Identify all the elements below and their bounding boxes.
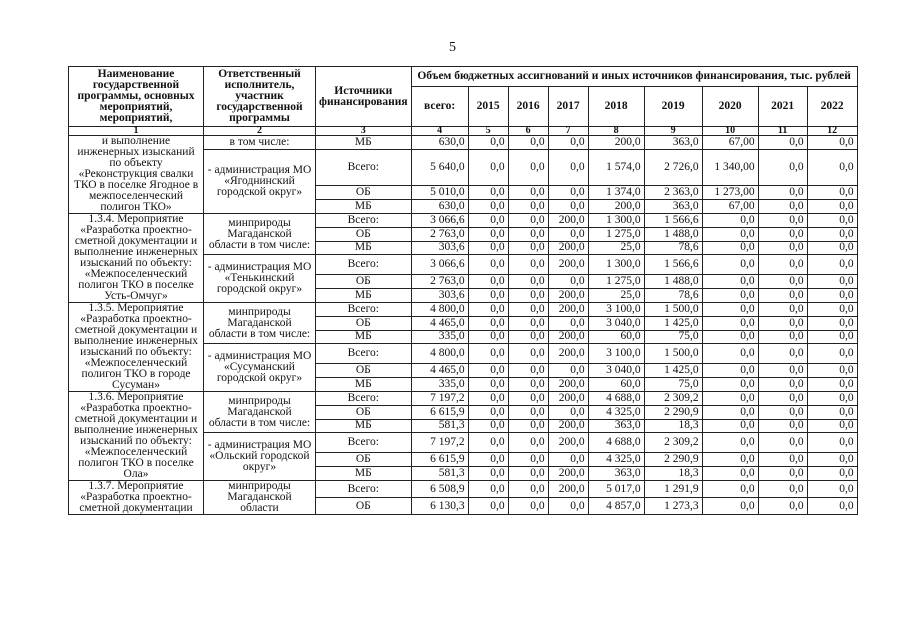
year-value: 0,0 [758,344,807,364]
total-value: 4 800,0 [411,344,468,364]
year-value: 0,0 [702,467,758,481]
header-source: Источники финансирования [316,67,412,127]
year-value: 0,0 [807,498,857,515]
column-index: 10 [702,127,758,136]
year-value: 0,0 [702,378,758,392]
year-value: 200,0 [548,392,588,406]
year-value: 60,0 [588,378,644,392]
year-value: 0,0 [548,227,588,241]
year-value: 0,0 [702,481,758,498]
year-value: 0,0 [468,186,508,200]
year-value: 1 488,0 [644,275,702,289]
year-value: 200,0 [548,330,588,344]
year-value: 0,0 [807,433,857,453]
year-value: 1 425,0 [644,364,702,378]
year-value: 0,0 [807,316,857,330]
year-value: 200,0 [548,303,588,317]
year-value: 0,0 [702,289,758,303]
funding-source: МБ [316,330,412,344]
table-row [69,392,858,406]
year-value: 4 325,0 [588,453,644,467]
year-value: 0,0 [807,136,857,150]
year-value: 4 857,0 [588,498,644,515]
year-value: 0,0 [702,303,758,317]
year-value: 0,0 [702,419,758,433]
year-value: 3 040,0 [588,316,644,330]
year-value: 0,0 [508,405,548,419]
year-value: 0,0 [548,149,588,186]
year-value: 0,0 [468,227,508,241]
year-value: 3 100,0 [588,303,644,317]
total-value: 630,0 [411,200,468,214]
funding-source: ОБ [316,227,412,241]
year-value: 0,0 [508,378,548,392]
year-value: 200,0 [548,481,588,498]
funding-source: Всего: [316,303,412,317]
year-value: 0,0 [807,392,857,406]
year-value: 0,0 [807,330,857,344]
year-value: 0,0 [508,364,548,378]
header-year: 2020 [702,87,758,127]
year-value: 0,0 [702,316,758,330]
year-value: 1 340,00 [702,149,758,186]
year-value: 200,0 [548,255,588,275]
total-value: 4 800,0 [411,303,468,317]
table-row [69,303,858,317]
year-value: 0,0 [807,241,857,255]
year-value: 0,0 [702,498,758,515]
year-value: 4 688,0 [588,392,644,406]
year-value: 0,0 [468,392,508,406]
funding-source: МБ [316,241,412,255]
year-value: 1 291,9 [644,481,702,498]
year-value: 0,0 [807,364,857,378]
activity-name: 1.3.4. Мероприятие «Разработка проектно-сметной документации и выполнение инженерных изысканий по объекту: «Межпоселенческий полигон ТКО в поселке Усть-Омчуг» [69,214,204,303]
funding-source: ОБ [316,186,412,200]
year-value: 0,0 [758,330,807,344]
header-total: всего: [411,87,468,127]
column-index: 9 [644,127,702,136]
year-value: 0,0 [508,433,548,453]
year-value: 0,0 [508,453,548,467]
year-value: 25,0 [588,289,644,303]
year-value: 0,0 [468,136,508,150]
year-value: 0,0 [508,481,548,498]
funding-source: ОБ [316,405,412,419]
year-value: 1 273,3 [644,498,702,515]
year-value: 0,0 [468,289,508,303]
year-value: 0,0 [758,498,807,515]
total-value: 581,3 [411,467,468,481]
year-value: 0,0 [758,186,807,200]
year-value: 0,0 [548,275,588,289]
year-value: 0,0 [468,330,508,344]
funding-source: ОБ [316,453,412,467]
year-value: 0,0 [758,275,807,289]
header-year: 2021 [758,87,807,127]
year-value: 0,0 [508,227,548,241]
funding-source: Всего: [316,344,412,364]
year-value: 0,0 [758,419,807,433]
year-value: 2 309,2 [644,433,702,453]
year-value: 1 275,0 [588,227,644,241]
year-value: 0,0 [508,255,548,275]
header-year: 2019 [644,87,702,127]
year-value: 60,0 [588,330,644,344]
year-value: 0,0 [548,498,588,515]
year-value: 4 325,0 [588,405,644,419]
year-value: 0,0 [758,214,807,228]
activity-name: 1.3.5. Мероприятие «Разработка проектно-сметной документации и выполнение инженерных изысканий по объекту: «Межпоселенческий полигон ТКО в городе Сусуман» [69,303,204,392]
header-volume: Объем бюджетных ассигнований и иных источников финансирования, тыс. рублей [411,67,857,87]
column-index: 11 [758,127,807,136]
year-value: 0,0 [508,275,548,289]
year-value: 1 488,0 [644,227,702,241]
year-value: 1 300,0 [588,214,644,228]
total-value: 2 763,0 [411,275,468,289]
year-value: 0,0 [807,149,857,186]
year-value: 0,0 [468,200,508,214]
year-value: 0,0 [508,149,548,186]
header-index-row [69,127,858,136]
year-value: 0,0 [508,303,548,317]
column-index: 4 [411,127,468,136]
year-value: 18,3 [644,419,702,433]
year-value: 0,0 [468,344,508,364]
funding-source: Всего: [316,255,412,275]
year-value: 0,0 [468,241,508,255]
column-index: 2 [204,127,316,136]
year-value: 0,0 [702,214,758,228]
year-value: 0,0 [702,453,758,467]
column-index: 12 [807,127,857,136]
responsible-executor: минприроды Магаданской области в том числе: [204,214,316,255]
table-header [69,67,858,136]
header-year: 2018 [588,87,644,127]
year-value: 0,0 [758,405,807,419]
funding-source: ОБ [316,498,412,515]
funding-source: Всего: [316,481,412,498]
year-value: 0,0 [807,186,857,200]
total-value: 581,3 [411,419,468,433]
year-value: 1 566,6 [644,255,702,275]
funding-source: МБ [316,136,412,150]
year-value: 0,0 [508,498,548,515]
year-value: 67,00 [702,200,758,214]
column-index: 8 [588,127,644,136]
total-value: 3 066,6 [411,214,468,228]
responsible-executor: - администрация МО «Ольский городской округ» [204,433,316,481]
total-value: 335,0 [411,378,468,392]
year-value: 0,0 [508,241,548,255]
year-value: 0,0 [807,227,857,241]
funding-source: Всего: [316,433,412,453]
year-value: 0,0 [548,186,588,200]
year-value: 2 290,9 [644,453,702,467]
table-row [69,481,858,498]
year-value: 200,0 [548,467,588,481]
year-value: 1 566,6 [644,214,702,228]
column-index: 7 [548,127,588,136]
year-value: 25,0 [588,241,644,255]
year-value: 0,0 [468,275,508,289]
year-value: 0,0 [807,405,857,419]
responsible-executor: минприроды Магаданской области в том числе: [204,303,316,344]
total-value: 4 465,0 [411,364,468,378]
year-value: 1 425,0 [644,316,702,330]
year-value: 363,0 [644,136,702,150]
year-value: 0,0 [468,149,508,186]
year-value: 67,00 [702,136,758,150]
year-value: 0,0 [758,149,807,186]
year-value: 2 309,2 [644,392,702,406]
year-value: 0,0 [807,467,857,481]
year-value: 0,0 [758,241,807,255]
year-value: 0,0 [758,378,807,392]
year-value: 200,0 [548,378,588,392]
year-value: 200,0 [548,433,588,453]
year-value: 0,0 [468,433,508,453]
column-index: 6 [508,127,548,136]
year-value: 0,0 [702,275,758,289]
year-value: 0,0 [508,467,548,481]
year-value: 2 363,0 [644,186,702,200]
year-value: 363,0 [588,419,644,433]
table-row [69,136,858,150]
year-value: 0,0 [758,433,807,453]
year-value: 0,0 [807,255,857,275]
funding-source: МБ [316,467,412,481]
year-value: 200,0 [588,136,644,150]
year-value: 0,0 [548,136,588,150]
table-body [69,136,858,515]
year-value: 75,0 [644,378,702,392]
table-row [69,214,858,228]
year-value: 0,0 [702,227,758,241]
year-value: 18,3 [644,467,702,481]
total-value: 7 197,2 [411,392,468,406]
year-value: 200,0 [548,241,588,255]
year-value: 0,0 [508,289,548,303]
year-value: 0,0 [508,392,548,406]
year-value: 0,0 [807,303,857,317]
total-value: 4 465,0 [411,316,468,330]
year-value: 1 273,00 [702,186,758,200]
year-value: 363,0 [644,200,702,214]
header-responsible: Ответственный исполнитель, участник государственной программы [204,67,316,127]
funding-source: МБ [316,289,412,303]
year-value: 0,0 [548,200,588,214]
year-value: 363,0 [588,467,644,481]
funding-source: МБ [316,419,412,433]
funding-source: Всего: [316,149,412,186]
year-value: 200,0 [548,289,588,303]
year-value: 0,0 [807,378,857,392]
year-value: 0,0 [807,453,857,467]
year-value: 0,0 [758,289,807,303]
responsible-executor: - администрация МО «Сусуманский городской округ» [204,344,316,392]
year-value: 2 726,0 [644,149,702,186]
year-value: 0,0 [468,481,508,498]
header-year: 2015 [468,87,508,127]
responsible-executor: - администрация МО «Ягоднинский городской округ» [204,149,316,213]
year-value: 78,6 [644,241,702,255]
year-value: 0,0 [468,214,508,228]
responsible-executor: минприроды Магаданской области [204,481,316,515]
year-value: 0,0 [468,316,508,330]
funding-source: ОБ [316,364,412,378]
total-value: 7 197,2 [411,433,468,453]
total-value: 335,0 [411,330,468,344]
year-value: 0,0 [508,316,548,330]
year-value: 0,0 [807,289,857,303]
year-value: 0,0 [807,214,857,228]
year-value: 0,0 [468,378,508,392]
total-value: 6 508,9 [411,481,468,498]
year-value: 0,0 [468,467,508,481]
header-name: Наименование государственной программы, основных мероприятий, мероприятий, [69,67,204,127]
year-value: 0,0 [758,364,807,378]
total-value: 303,6 [411,289,468,303]
year-value: 0,0 [702,344,758,364]
year-value: 0,0 [758,227,807,241]
year-value: 1 374,0 [588,186,644,200]
year-value: 1 275,0 [588,275,644,289]
year-value: 0,0 [508,200,548,214]
year-value: 1 300,0 [588,255,644,275]
responsible-executor: в том числе: [204,136,316,150]
year-value: 1 574,0 [588,149,644,186]
year-value: 0,0 [468,498,508,515]
year-value: 3 040,0 [588,364,644,378]
total-value: 6 130,3 [411,498,468,515]
year-value: 0,0 [508,344,548,364]
year-value: 1 500,0 [644,303,702,317]
total-value: 303,6 [411,241,468,255]
year-value: 0,0 [468,364,508,378]
year-value: 0,0 [468,405,508,419]
total-value: 2 763,0 [411,227,468,241]
year-value: 0,0 [807,344,857,364]
year-value: 200,0 [548,419,588,433]
year-value: 0,0 [807,419,857,433]
header-row [69,67,858,87]
year-value: 4 688,0 [588,433,644,453]
year-value: 0,0 [758,392,807,406]
year-value: 0,0 [702,241,758,255]
year-value: 0,0 [702,405,758,419]
page-number: 5 [449,40,456,55]
funding-source: ОБ [316,275,412,289]
year-value: 0,0 [468,453,508,467]
year-value: 0,0 [702,392,758,406]
year-value: 0,0 [508,136,548,150]
header-year: 2016 [508,87,548,127]
year-value: 0,0 [468,303,508,317]
year-value: 0,0 [548,453,588,467]
responsible-executor: - администрация МО «Тенькинский городской округ» [204,255,316,303]
year-value: 0,0 [758,316,807,330]
header-year: 2017 [548,87,588,127]
activity-name: и выполнение инженерных изысканий по объекту «Реконструкция свалки ТКО в поселке Ягодное в межпоселенческий полигон ТКО» [69,136,204,214]
year-value: 3 100,0 [588,344,644,364]
funding-source: МБ [316,378,412,392]
activity-name: 1.3.7. Мероприятие «Разработка проектно-сметной документации [69,481,204,515]
year-value: 0,0 [468,255,508,275]
year-value: 0,0 [758,255,807,275]
header-year: 2022 [807,87,857,127]
year-value: 0,0 [758,481,807,498]
total-value: 5 010,0 [411,186,468,200]
year-value: 1 500,0 [644,344,702,364]
year-value: 0,0 [758,453,807,467]
year-value: 0,0 [758,467,807,481]
responsible-executor: минприроды Магаданской области в том числе: [204,392,316,433]
activity-name: 1.3.6. Мероприятие «Разработка проектно-сметной документации и выполнение инженерных изысканий по объекту: «Межпоселенческий полигон ТКО в поселке Ола» [69,392,204,481]
year-value: 0,0 [807,481,857,498]
year-value: 200,0 [548,344,588,364]
year-value: 0,0 [702,364,758,378]
year-value: 0,0 [702,255,758,275]
year-value: 0,0 [508,330,548,344]
year-value: 0,0 [548,405,588,419]
year-value: 0,0 [508,419,548,433]
total-value: 6 615,9 [411,405,468,419]
year-value: 78,6 [644,289,702,303]
year-value: 0,0 [548,364,588,378]
year-value: 0,0 [807,275,857,289]
year-value: 0,0 [807,200,857,214]
year-value: 0,0 [508,186,548,200]
year-value: 0,0 [758,200,807,214]
year-value: 0,0 [548,316,588,330]
year-value: 2 290,9 [644,405,702,419]
year-value: 0,0 [468,419,508,433]
year-value: 0,0 [758,136,807,150]
total-value: 6 615,9 [411,453,468,467]
year-value: 200,0 [588,200,644,214]
total-value: 3 066,6 [411,255,468,275]
year-value: 0,0 [702,433,758,453]
column-index: 1 [69,127,204,136]
funding-source: Всего: [316,214,412,228]
column-index: 5 [468,127,508,136]
year-value: 0,0 [508,214,548,228]
year-value: 0,0 [758,303,807,317]
funding-source: Всего: [316,392,412,406]
year-value: 0,0 [702,330,758,344]
total-value: 5 640,0 [411,149,468,186]
year-value: 75,0 [644,330,702,344]
budget-table [68,66,858,515]
funding-source: МБ [316,200,412,214]
year-value: 200,0 [548,214,588,228]
funding-source: ОБ [316,316,412,330]
year-value: 5 017,0 [588,481,644,498]
total-value: 630,0 [411,136,468,150]
column-index: 3 [316,127,412,136]
